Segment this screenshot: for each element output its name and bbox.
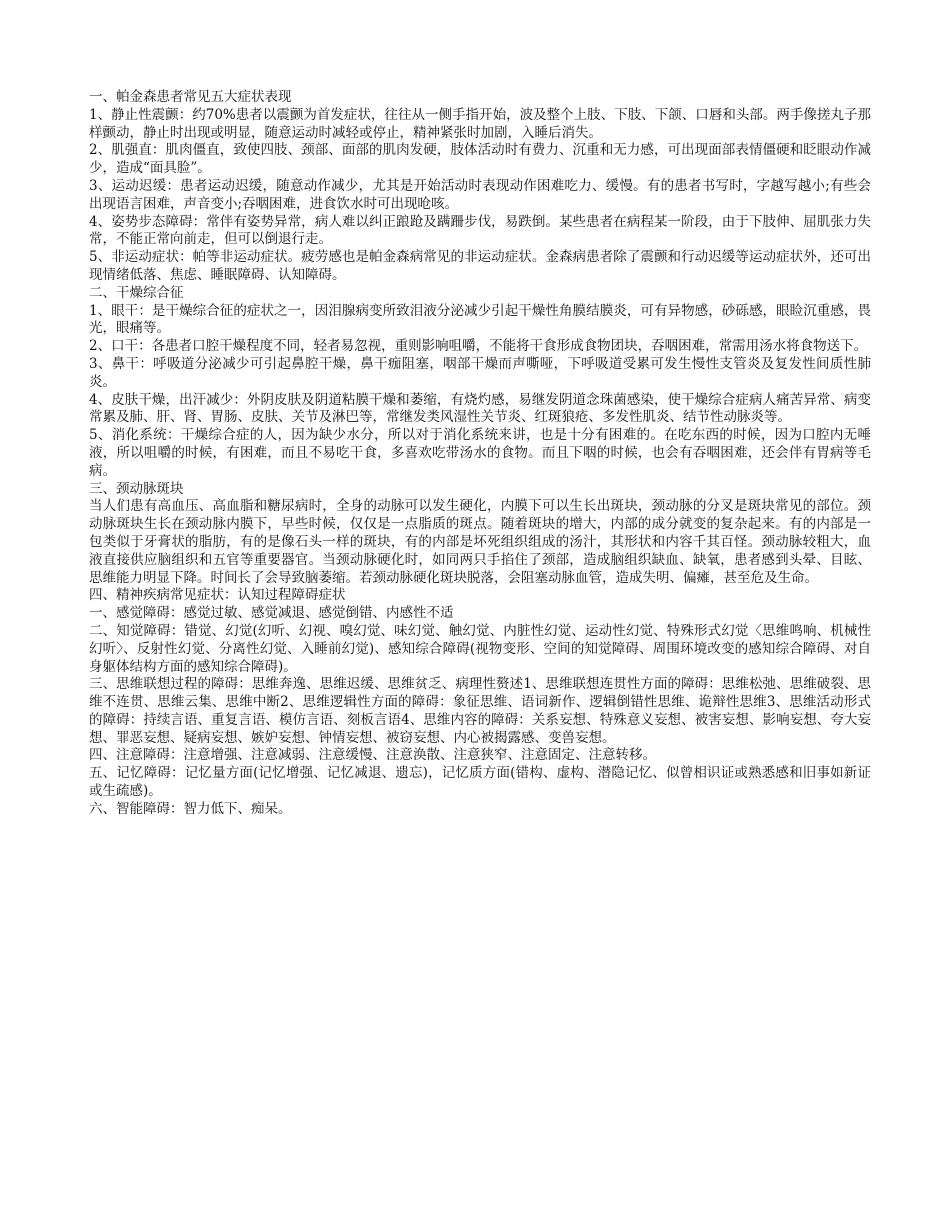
paragraph: 4、皮肤干燥，出汗减少：外阴皮肤及阴道粘膜干燥和萎缩，有烧灼感，易继发阴道念珠菌感染，使干燥综合症病人痛苦异常、病变常累及肺、肝、肾、胃肠、皮肤、关节及淋巴等，常继发类风湿性关节炎、红斑狼疮、多发性肌炎、结节性动脉炎等。 (89, 391, 871, 426)
paragraph: 2、口干：各患者口腔干燥程度不同，轻者易忽视，重则影响咀嚼，不能将干食形成食物团块，吞咽困难，常需用汤水将食物送下。 (89, 338, 868, 355)
paragraph: 2、肌强直：肌肉僵直，致使四肢、颈部、面部的肌肉发硬，肢体活动时有费力、沉重和无力感，可出现面部表情僵硬和眨眼动作减少，造成“面具脸”。 (89, 142, 871, 177)
paragraph: 二、知觉障碍：错觉、幻觉(幻听、幻视、嗅幻觉、味幻觉、触幻觉、内脏性幻觉、运动性幻觉、特殊形式幻觉〈思维鸣响、机械性幻听〉、反射性幻觉、分离性幻觉、入睡前幻觉)、感知综合障碍(视物变形、空间的知觉障碍、周围环境改变的感知综合障碍、对自身躯体结构方面的感知综合障碍)。 (89, 622, 871, 675)
section-heading-sjogren: 二、干燥综合征 (89, 284, 184, 301)
section-heading-parkinson: 一、帕金森患者常见五大症状表现 (89, 89, 292, 105)
paragraph: 3、鼻干：呼吸道分泌减少可引起鼻腔干燥，鼻干痂阻塞，咽部干燥而声嘶哑，下呼吸道受累可发生慢性支管炎及复发性间质性肺炎。 (89, 355, 871, 390)
paragraph: 一、感觉障碍：感觉过敏、感觉减退、感觉倒错、内感性不适 (89, 605, 454, 622)
paragraph: 5、非运动症状：帕等非运动症状。疲劳感也是帕金森病常见的非运动症状。金森病患者除了震颤和行动迟缓等运动症状外，还可出现情绪低落、焦虑、睡眠障碍、认知障碍。 (89, 249, 871, 283)
paragraph: 四、注意障碍：注意增强、注意减弱、注意缓慢、注意涣散、注意狭窄、注意固定、注意转移。 (89, 747, 656, 764)
section-heading-carotid: 三、颈动脉斑块 (89, 480, 184, 497)
section-heading-psychiatric: 四、精神疾病常见症状：认知过程障碍症状 (89, 587, 346, 604)
paragraph: 五、记忆障碍：记忆量方面(记忆增强、记忆减退、遗忘)，记忆质方面(错构、虚构、潜隐记忆、似曾相识证或熟悉感和旧事如新证或生疏感)。 (89, 765, 871, 800)
paragraph: 1、静止性震颤：约70%患者以震颤为首发症状，往往从一侧手指开始，波及整个上肢、下肢、下颌、口唇和头部。两手像搓丸子那样颤动，静止时出现或明显，随意运动时减轻或停止，精神紧张时加剧，入睡后消失。 (89, 106, 871, 141)
paragraph: 4、姿势步态障碍：常伴有姿势异常，病人难以纠正踉跄及蹒跚步伐，易跌倒。某些患者在病程某一阶段，由于下肢伸、屈肌张力失常，不能正常向前走，但可以倒退行走。 (89, 213, 871, 248)
paragraph: 1、眼干：是干燥综合征的症状之一，因泪腺病变所致泪液分泌减少引起干燥性角膜结膜炎，可有异物感，砂砾感，眼睑沉重感，畏光，眼痛等。 (89, 302, 871, 337)
document-body (89, 89, 871, 819)
paragraph: 3、运动迟缓：患者运动迟缓，随意动作减少，尤其是开始活动时表现动作困难吃力、缓慢。有的患者书写时，字越写越小;有些会出现语言困难，声音变小;吞咽困难，进食饮水时可出现呛咳。 (89, 177, 871, 212)
paragraph: 5、消化系统：干燥综合症的人，因为缺少水分，所以对于消化系统来讲，也是十分有困难的。在吃东西的时候，因为口腔内无唾液，所以咀嚼的时候，有困难，而且不易吃干食，多喜欢吃带汤水的食物。而且下咽的时候，也会有吞咽困难，还会伴有胃病等毛病。 (89, 427, 871, 479)
paragraph: 当人们患有高血压、高血脂和糖尿病时，全身的动脉可以发生硬化，内膜下可以生长出斑块，颈动脉的分叉是斑块常见的部位。颈动脉斑块生长在颈动脉内膜下，早些时候，仅仅是一点脂质的斑点。随着斑块的增大，内部的成分就变的复杂起来。有的内部是一包类似于牙膏状的脂肪，有的是像石头一样的斑块，有的内部是坏死组织组成的汤汁，其形状和内容千其百怪。颈动脉较粗大，血液直接供应脑组织和五官等重要器官。当颈动脉硬化时，如同两只手掐住了颈部，造成脑组织缺血、缺氧，患者感到头晕、目眩、思维能力明显下降。时间长了会导致脑萎缩。若颈动脉硬化斑块脱落，会阻塞动脉血管，造成失明、偏瘫，甚至危及生命。 (89, 498, 871, 586)
paragraph: 六、智能障碍：智力低下、痴呆。 (89, 800, 292, 817)
paragraph: 三、思维联想过程的障碍：思维奔逸、思维迟缓、思维贫乏、病理性赘述1、思维联想连贯性方面的障碍：思维松弛、思维破裂、思维不连贯、思维云集、思维中断2、思维逻辑性方面的障碍：象征思维、语词新作、逻辑倒错性思维、诡辩性思维3、思维活动形式的障碍：持续言语、重复言语、模仿言语、刻板言语4、思维内容的障碍：关系妄想、特殊意义妄想、被害妄想、影响妄想、夸大妄想、罪恶妄想、疑病妄想、嫉妒妄想、钟情妄想、被窃妄想、内心被揭露感、变兽妄想。 (89, 676, 871, 746)
